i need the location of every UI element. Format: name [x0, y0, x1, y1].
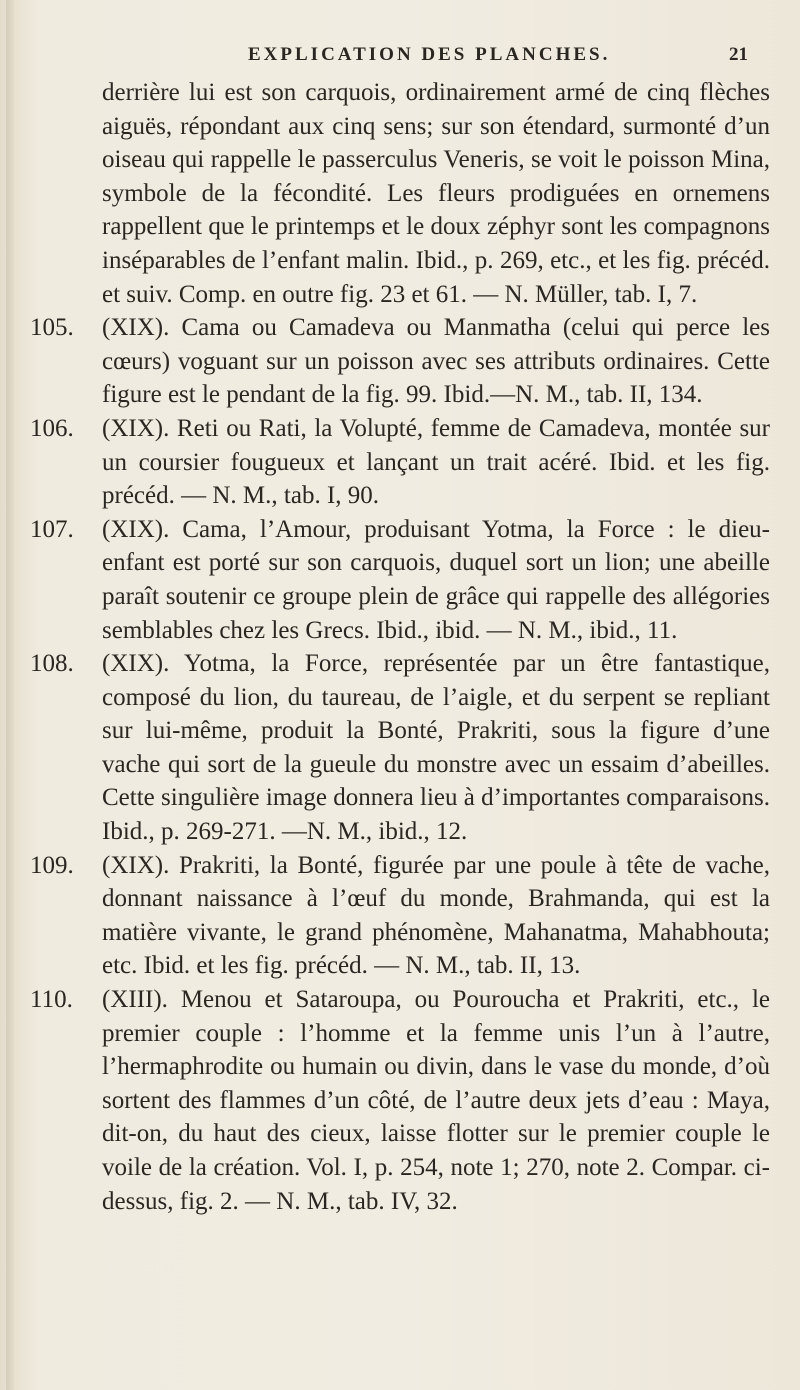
plate-entry-109 — [30, 849, 770, 983]
body-text — [30, 76, 770, 1218]
entry-text: (XIX). Cama, l’Amour, produisant Yotma, la Force : le dieu-enfant est porté sur son carquois, duquel sort un lion; une abeille paraît soutenir ce groupe plein de grâce qui rappelle des allégories semblables chez les Grecs. Ibid., ibid. — N. M., ibid., 11. — [102, 515, 770, 644]
plate-entry-107 — [30, 513, 770, 647]
entry-number: 109. — [30, 851, 74, 879]
header-title: EXPLICATION DES PLANCHES. — [248, 44, 611, 65]
entry-text: (XIX). Yotma, la Force, représentée par un être fantastique, composé du lion, du taureau, de l’aigle, et du serpent se repliant sur lui-même, produit la Bonté, Prakriti, sous la figure d’une vache qui sort de la gueule du monstre avec un essaim d’abeilles. Cette singulière image donnera lieu à d’importantes comparaisons. Ibid., p. 269-271. —N. M., ibid., 12. — [102, 650, 770, 846]
entry-text: (XIX). Cama ou Camadeva ou Manmatha (celui qui perce les cœurs) voguant sur un poisson avec ses attributs ordinaires. Cette figure est le pendant de la fig. 99. Ibid.—N. M., tab. II, 134. — [102, 314, 770, 409]
plate-entry-105 — [30, 311, 770, 412]
entry-text: (XIX). Reti ou Rati, la Volupté, femme de Camadeva, montée sur un coursier fougueux et lançant un trait acéré. Ibid. et les fig. précéd. — N. M., tab. I, 90. — [102, 414, 770, 510]
entry-text: (XIII). Menou et Sataroupa, ou Pouroucha et Prakriti, etc., le premier couple : l’homme et la femme unis l’un à l’autre, l’hermaphrodite ou humain ou divin, dans le vase du monde, d’où sortent des flammes d’un côté, de l’autre deux jets d’eau : Maya, dit-on, du haut des cieux, laisse flotter sur le premier couple le voile de la création. Vol. I, p. 254, note 1; 270, note 2. Compar. ci-dessus, fig. 2. — N. M., tab. IV, 32. — [102, 986, 770, 1215]
entry-text: (XIX). Prakriti, la Bonté, figurée par une poule à tête de vache, donnant naissance à l’œuf du monde, Brahmanda, qui est la matière vivante, le grand phénomène, Mahanatma, Mahabhouta; etc. Ibid. et les fig. précéd. — N. M., tab. II, 13. — [102, 851, 770, 980]
page-number: 21 — [729, 44, 748, 65]
page-gutter-shadow — [6, 0, 14, 1390]
plate-entry-108 — [30, 647, 770, 849]
entry-number: 108. — [30, 650, 74, 678]
entry-number: 107. — [30, 515, 74, 543]
plate-entry-110 — [30, 983, 770, 1218]
entry-number: 105. — [30, 314, 74, 342]
plate-entry-106 — [30, 412, 770, 513]
continued-paragraph: derrière lui est son carquois, ordinairement armé de cinq flèches aiguës, répondant aux cinq sens; sur son étendard, surmonté d’un oiseau qui rappelle le passerculus Veneris, se voit le poisson Mina, symbole de la fécondité. Les fleurs prodiguées en ornemens rappellent que le printemps et le doux zéphyr sont les compagnons inséparables de l’enfant malin. Ibid., p. 269, etc., et les fig. précéd. et suiv. Comp. en outre fig. 23 et 61. — N. Müller, tab. I, 7. — [102, 79, 770, 308]
entry-number: 110. — [30, 986, 73, 1014]
entry-number: 106. — [30, 414, 74, 442]
running-header — [248, 44, 748, 74]
